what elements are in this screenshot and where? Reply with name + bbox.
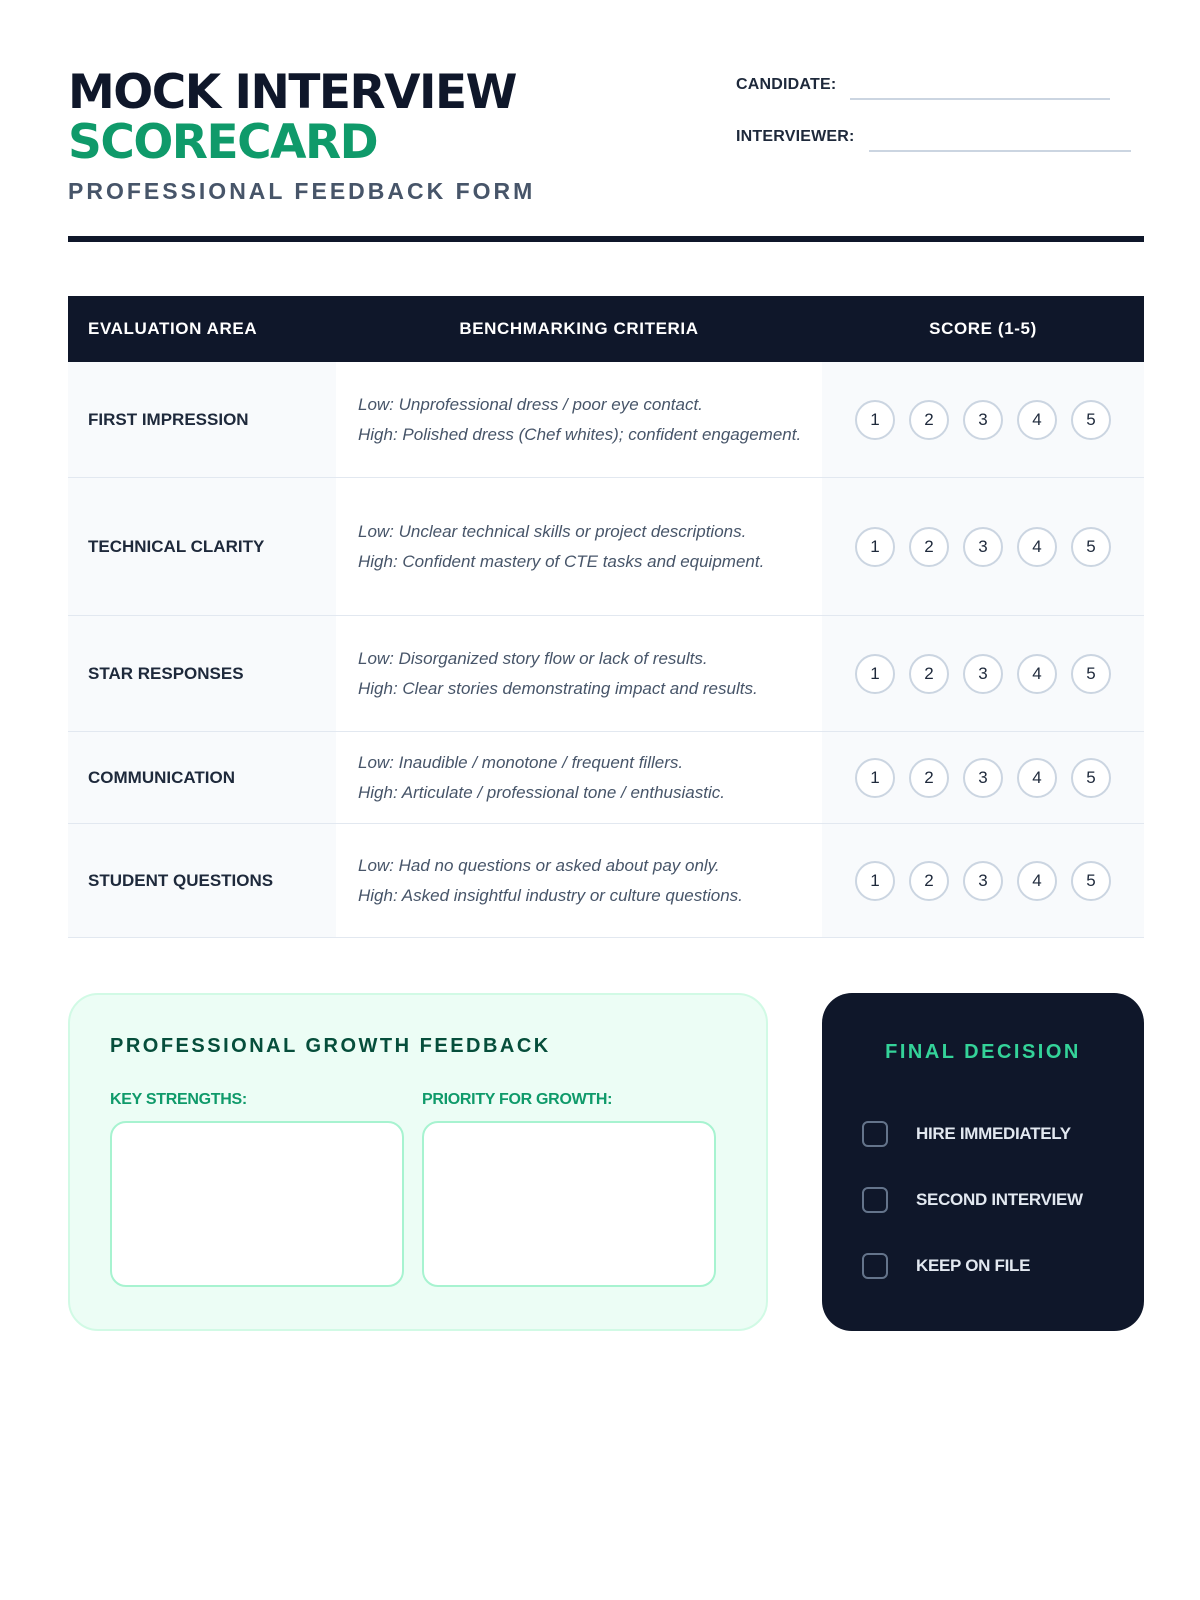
criteria-cell [336, 478, 822, 615]
candidate-row [736, 76, 1110, 94]
score-option-2[interactable]: 2 [909, 654, 949, 694]
score-option-1[interactable]: 1 [855, 861, 895, 901]
criteria-cell [336, 616, 822, 731]
score-option-4[interactable]: 4 [1017, 400, 1057, 440]
interviewer-row [736, 128, 1131, 146]
score-cell [822, 616, 1144, 731]
growth-label: PRIORITY FOR GROWTH: [422, 1091, 613, 1108]
score-option-3[interactable]: 3 [963, 527, 1003, 567]
score-option-1[interactable]: 1 [855, 654, 895, 694]
score-option-5[interactable]: 5 [1071, 861, 1111, 901]
score-option-1[interactable]: 1 [855, 400, 895, 440]
score-option-4[interactable]: 4 [1017, 861, 1057, 901]
criteria-low: Low: Unclear technical skills or project descriptions. [358, 522, 747, 541]
table-row [68, 362, 1144, 478]
score-option-2[interactable]: 2 [909, 527, 949, 567]
growth-feedback-panel [68, 993, 768, 1331]
evaluation-area-cell: COMMUNICATION [68, 732, 336, 823]
criteria-cell [336, 362, 822, 477]
interviewer-label: INTERVIEWER: [736, 128, 855, 145]
decision-option-second-interview[interactable] [862, 1187, 1083, 1213]
score-option-5[interactable]: 5 [1071, 400, 1111, 440]
strengths-input[interactable] [110, 1121, 404, 1287]
score-option-4[interactable]: 4 [1017, 758, 1057, 798]
final-decision-panel [822, 993, 1144, 1331]
scorecard-page [68, 0, 1144, 1600]
subtitle: PROFESSIONAL FEEDBACK FORM [68, 178, 536, 204]
score-option-3[interactable]: 3 [963, 758, 1003, 798]
score-cell [822, 478, 1144, 615]
title-line-2: SCORECARD [68, 115, 378, 170]
keep-on-file-label: KEEP ON FILE [916, 1256, 1031, 1275]
criteria-cell [336, 732, 822, 823]
interviewer-field[interactable] [869, 150, 1131, 152]
criteria-high: High: Clear stories demonstrating impact and results. [358, 679, 758, 698]
criteria-low: Low: Unprofessional dress / poor eye contact. [358, 395, 703, 414]
score-option-1[interactable]: 1 [855, 527, 895, 567]
score-option-2[interactable]: 2 [909, 861, 949, 901]
score-option-2[interactable]: 2 [909, 758, 949, 798]
criteria-low: Low: Inaudible / monotone / frequent fillers. [358, 753, 684, 772]
criteria-cell [336, 824, 822, 937]
decision-option-hire[interactable] [862, 1121, 1071, 1147]
title-line-1: MOCK INTERVIEW [68, 65, 516, 120]
header-benchmarking-criteria: BENCHMARKING CRITERIA [459, 319, 699, 338]
score-option-3[interactable]: 3 [963, 400, 1003, 440]
growth-input[interactable] [422, 1121, 716, 1287]
strengths-section [110, 1091, 404, 1287]
criteria-high: High: Polished dress (Chef whites); confident engagement. [358, 425, 802, 444]
hire-label: HIRE IMMEDIATELY [916, 1124, 1071, 1143]
evaluation-area-cell: TECHNICAL CLARITY [68, 478, 336, 615]
second-interview-label: SECOND INTERVIEW [916, 1190, 1083, 1209]
score-cell [822, 824, 1144, 937]
strengths-label: KEY STRENGTHS: [110, 1091, 247, 1108]
evaluation-area-cell: STAR RESPONSES [68, 616, 336, 731]
criteria-high: High: Asked insightful industry or culture questions. [358, 886, 743, 905]
candidate-field[interactable] [850, 98, 1110, 100]
criteria-low: Low: Had no questions or asked about pay only. [358, 856, 720, 875]
second-interview-checkbox[interactable] [862, 1187, 888, 1213]
candidate-label: CANDIDATE: [736, 76, 837, 93]
score-option-3[interactable]: 3 [963, 861, 1003, 901]
header-score: SCORE (1-5) [929, 319, 1037, 338]
evaluation-area-cell: STUDENT QUESTIONS [68, 824, 336, 937]
score-option-5[interactable]: 5 [1071, 758, 1111, 798]
table-row [68, 732, 1144, 824]
table-header [68, 296, 1144, 362]
table-row [68, 824, 1144, 938]
keep-on-file-checkbox[interactable] [862, 1253, 888, 1279]
final-decision-title: FINAL DECISION [885, 1041, 1081, 1063]
evaluation-area-cell: FIRST IMPRESSION [68, 362, 336, 477]
score-option-5[interactable]: 5 [1071, 527, 1111, 567]
growth-section [422, 1091, 716, 1287]
hire-checkbox[interactable] [862, 1121, 888, 1147]
score-cell [822, 362, 1144, 477]
header-divider [68, 236, 1144, 242]
criteria-high: High: Articulate / professional tone / enthusiastic. [358, 783, 725, 802]
score-option-4[interactable]: 4 [1017, 654, 1057, 694]
table-row [68, 478, 1144, 616]
score-option-4[interactable]: 4 [1017, 527, 1057, 567]
score-cell [822, 732, 1144, 823]
evaluation-table [68, 296, 1144, 938]
decision-option-keep-on-file[interactable] [862, 1253, 1030, 1279]
score-option-2[interactable]: 2 [909, 400, 949, 440]
table-row [68, 616, 1144, 732]
score-option-1[interactable]: 1 [855, 758, 895, 798]
header-evaluation-area: EVALUATION AREA [88, 319, 258, 338]
criteria-high: High: Confident mastery of CTE tasks and equipment. [358, 552, 765, 571]
score-option-5[interactable]: 5 [1071, 654, 1111, 694]
score-option-3[interactable]: 3 [963, 654, 1003, 694]
growth-feedback-title: PROFESSIONAL GROWTH FEEDBACK [110, 1035, 551, 1057]
header [68, 65, 1144, 242]
criteria-low: Low: Disorganized story flow or lack of results. [358, 649, 708, 668]
table-body [68, 362, 1144, 938]
